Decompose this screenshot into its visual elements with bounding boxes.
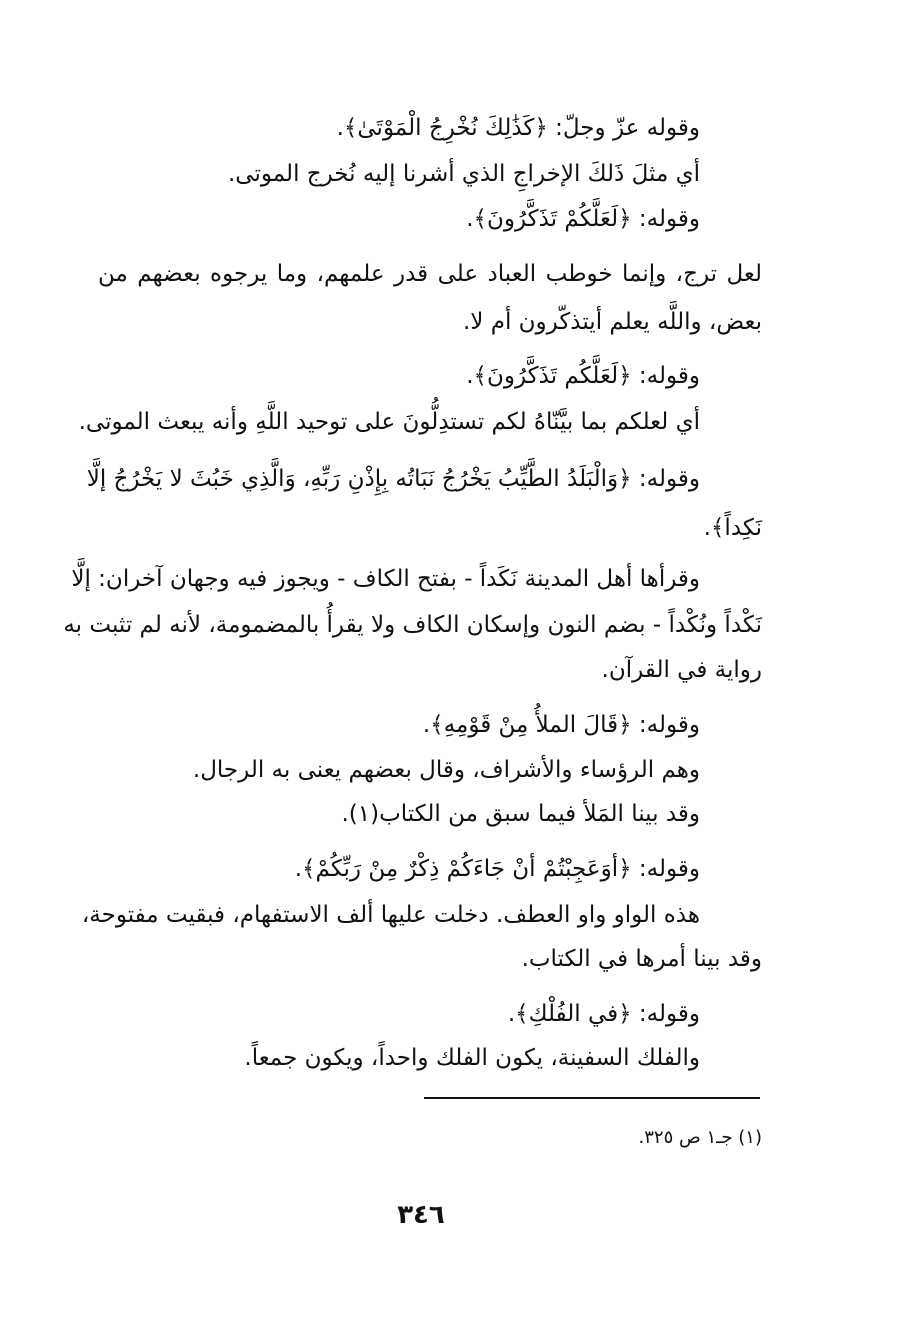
- line-13: وقوله: ﴿قَالَ الملأُ مِنْ قَوْمِهِ﴾.: [422, 712, 700, 738]
- line-8: وقوله: ﴿وَالْبَلَدُ الطَّيِّبُ يَخْرُجُ نَبَاتُه بِإِذْنِ رَبِّهِ، وَالَّذِي خَبُثَ لا يَخْرُجُ إلَّا: [86, 466, 700, 492]
- line-14: وهم الرؤساء والأشراف، وقال بعضهم يعنى به الرجال.: [192, 757, 700, 783]
- line-2: أي مثلَ ذَلكَ الإخراجِ الذي أشرنا إليه نُخرج الموتى.: [228, 161, 700, 187]
- line-5: بعض، واللَّه يعلم أيتذكّرون أم لا.: [462, 309, 762, 335]
- page-number: ٣٤٦: [397, 1200, 445, 1230]
- line-19: وقوله: ﴿في الفُلْكِ﴾.: [507, 1001, 700, 1027]
- line-15: وقد بينا المَلأ فيما سبق من الكتاب(١).: [341, 801, 700, 827]
- line-1: وقوله عزّ وجلّ: ﴿كَذَٰلِكَ نُخْرِجُ الْمَوْتَىٰ﴾.: [336, 115, 700, 141]
- line-16: وقوله: ﴿أوَعَجِبْتُمْ أنْ جَاءَكُمْ ذِكْرٌ مِنْ رَبِّكُمْ﴾.: [294, 856, 700, 882]
- footnote: (١) جـ١ ص ٣٢٥.: [638, 1127, 762, 1148]
- line-20: والفلك السفينة، يكون الفلك واحداً، ويكون جمعاً.: [244, 1045, 700, 1071]
- line-11: نَكْداً ونُكْداً - بضم النون وإسكان الكاف ولا يقرأُ بالمضمومة، لأنه لم تثبت به: [63, 612, 762, 638]
- line-12: رواية في القرآن.: [601, 657, 762, 683]
- line-4: لعل ترج، وإنما خوطب العباد على قدر علمهم، وما يرجوه بعضهم من: [98, 261, 762, 287]
- line-17: هذه الواو واو العطف. دخلت عليها ألف الاستفهام، فبقيت مفتوحة،: [81, 902, 700, 928]
- line-10: وقرأها أهل المدينة نَكَداً - بفتح الكاف - ويجوز فيه وجهان آخران: إلَّا: [71, 566, 700, 592]
- line-6: وقوله: ﴿لَعَلَّكُم تَذَكَّرُونَ﴾.: [466, 363, 700, 389]
- line-18: وقد بينا أمرها في الكتاب.: [521, 946, 762, 972]
- line-7: أي لعلكم بما بيَّنّاهُ لكم تستدِلُّونَ على توحيد اللَّهِ وأنه يبعث الموتى.: [78, 409, 700, 435]
- line-9: نَكِداً﴾.: [703, 515, 762, 541]
- footnote-divider: [424, 1097, 760, 1099]
- line-3: وقوله: ﴿لَعَلَّكُمْ تَذَكَّرُونَ﴾.: [466, 206, 700, 232]
